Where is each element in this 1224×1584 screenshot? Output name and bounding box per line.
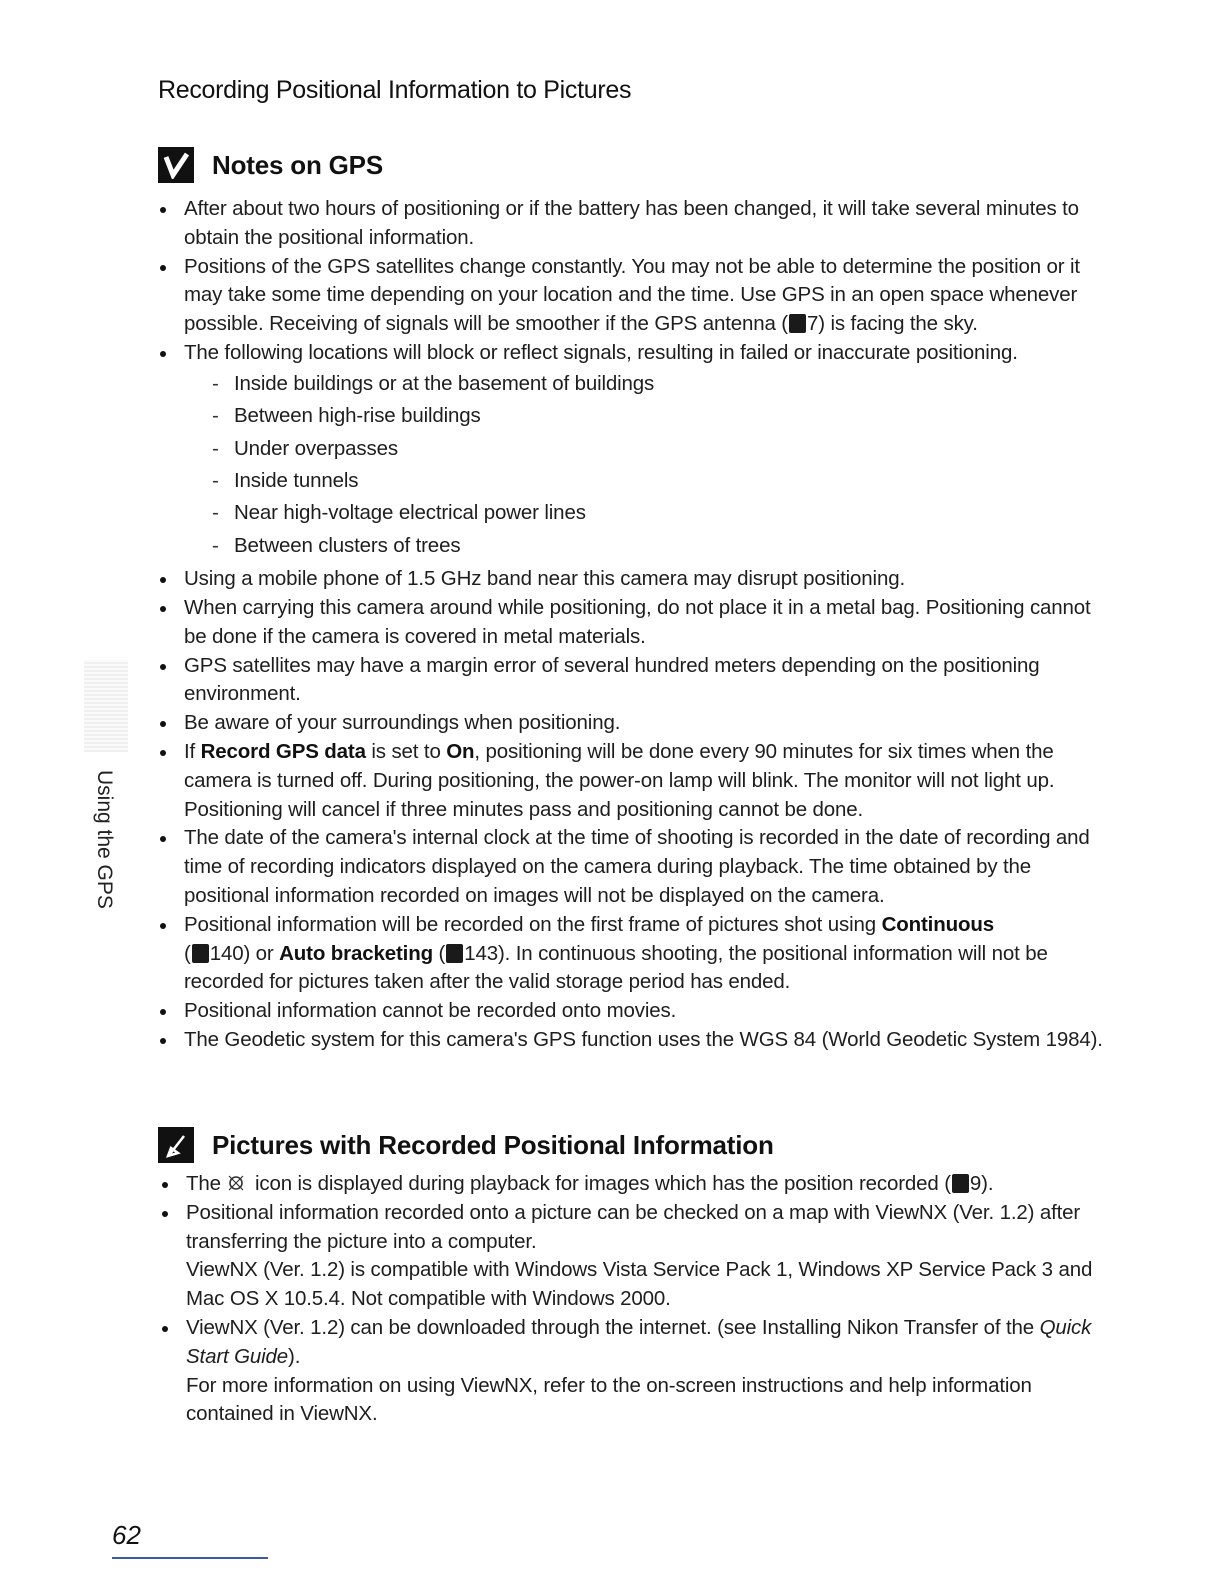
page-title: Recording Positional Information to Pictures [158,76,632,104]
side-tab-label: Using the GPS [93,770,116,909]
list-item: Positional information cannot be recorded onto movies. [158,997,1118,1026]
pencil-note-icon [158,1127,194,1163]
page-number: 62 [112,1520,141,1550]
list-item: When carrying this camera around while positioning, do not place it in a metal bag. Positioning cannot be done if the camera is covered in metal materials. [158,594,1118,652]
list-item: The icon is displayed during playback for images which has the position recorded ( 9). [160,1170,1118,1199]
locations-list [184,368,1118,562]
notes-list [158,195,1118,1055]
list-item: Using a mobile phone of 1.5 GHz band near this camera may disrupt positioning. [158,565,1118,594]
location-item: - Between high-rise buildings [184,400,1118,432]
location-item: - Under overpasses [184,433,1118,465]
page-number-rule [112,1557,268,1559]
list-item: Be aware of your surroundings when positioning. [158,709,1118,738]
location-item: - Near high-voltage electrical power lines [184,497,1118,529]
list-item-continuation: For more information on using ViewNX, refer to the on-screen instructions and help information contained in ViewNX. [186,1373,1032,1426]
list-item: The Geodetic system for this camera's GPS function uses the WGS 84 (World Geodetic System 1984). [158,1026,1118,1055]
mode-name: Continuous [881,912,994,936]
location-item: - Inside buildings or at the basement of buildings [184,368,1118,400]
list-item: Positional information will be recorded on the first frame of pictures shot using Continuous ( 140) or Auto bracketing ( 143). In continuous shooting, the positional information will not be recorded for pictures taken after the valid storage period has ended. [158,911,1118,997]
notes-header [158,144,1118,186]
list-item: The following locations will block or reflect signals, resulting in failed or inaccurate positioning. - Inside buildings or at the basement of buildings - Between high-rise buildings - Under overpasses - Inside tunnels - Near high-voltage electrical power lines - Between clusters of trees [158,339,1118,562]
list-item: Positions of the GPS satellites change constantly. You may not be able to determine the position or it may take some time depending on your location and the time. Use GPS in an open space whenever possible. Receiving of signals will be smoother if the GPS antenna ( 7) is facing the sky. [158,253,1118,339]
page-ref-icon [192,944,209,963]
list-item: If Record GPS data is set to On, positioning will be done every 90 minutes for six times when the camera is turned off. During positioning, the power-on lamp will blink. The monitor will not light up. Positioning will cancel if three minutes pass and positioning cannot be done. [158,738,1118,824]
setting-value: On [446,740,475,763]
pictures-title: Pictures with Recorded Positional Information [212,1129,774,1160]
check-note-icon [158,147,194,183]
page-ref-icon [952,1174,969,1193]
list-item: ViewNX (Ver. 1.2) can be downloaded through the internet. (see Installing Nikon Transfer of the Quick Start Guide). [160,1314,1118,1372]
pictures-list [160,1170,1118,1429]
location-item: - Between clusters of trees [184,530,1118,562]
list-item-continuation: ViewNX (Ver. 1.2) is compatible with Windows Vista Service Pack 1, Windows XP Service Pack 3 and Mac OS X 10.5.4. Not compatible with Windows 2000. [186,1258,1093,1311]
page-ref-icon [446,944,463,963]
mode-name: Auto bracketing [279,941,433,965]
notes-section [158,144,1118,1055]
notes-title: Notes on GPS [212,149,383,180]
list-item: After about two hours of positioning or if the battery has been changed, it will take several minutes to obtain the positional information. [158,195,1118,253]
list-item: GPS satellites may have a margin error of several hundred meters depending on the positioning environment. [158,652,1118,710]
location-item: - Inside tunnels [184,465,1118,497]
gps-icon [226,1173,246,1193]
list-item: Positional information recorded onto a picture can be checked on a map with ViewNX (Ver. 1.2) after transferring the picture into a computer. [160,1199,1118,1257]
list-item: The date of the camera's internal clock at the time of shooting is recorded in the date of recording and time of recording indicators displayed on the camera during playback. The time obtained by the positional information recorded on images will not be displayed on the camera. [158,824,1118,910]
side-tab-texture [84,660,128,752]
pictures-header [158,1124,1118,1166]
setting-name: Record GPS data [200,740,366,763]
page-ref-icon [789,314,806,333]
pictures-section [158,1124,1118,1429]
guide-title: Quick Start Guide [186,1315,1092,1368]
